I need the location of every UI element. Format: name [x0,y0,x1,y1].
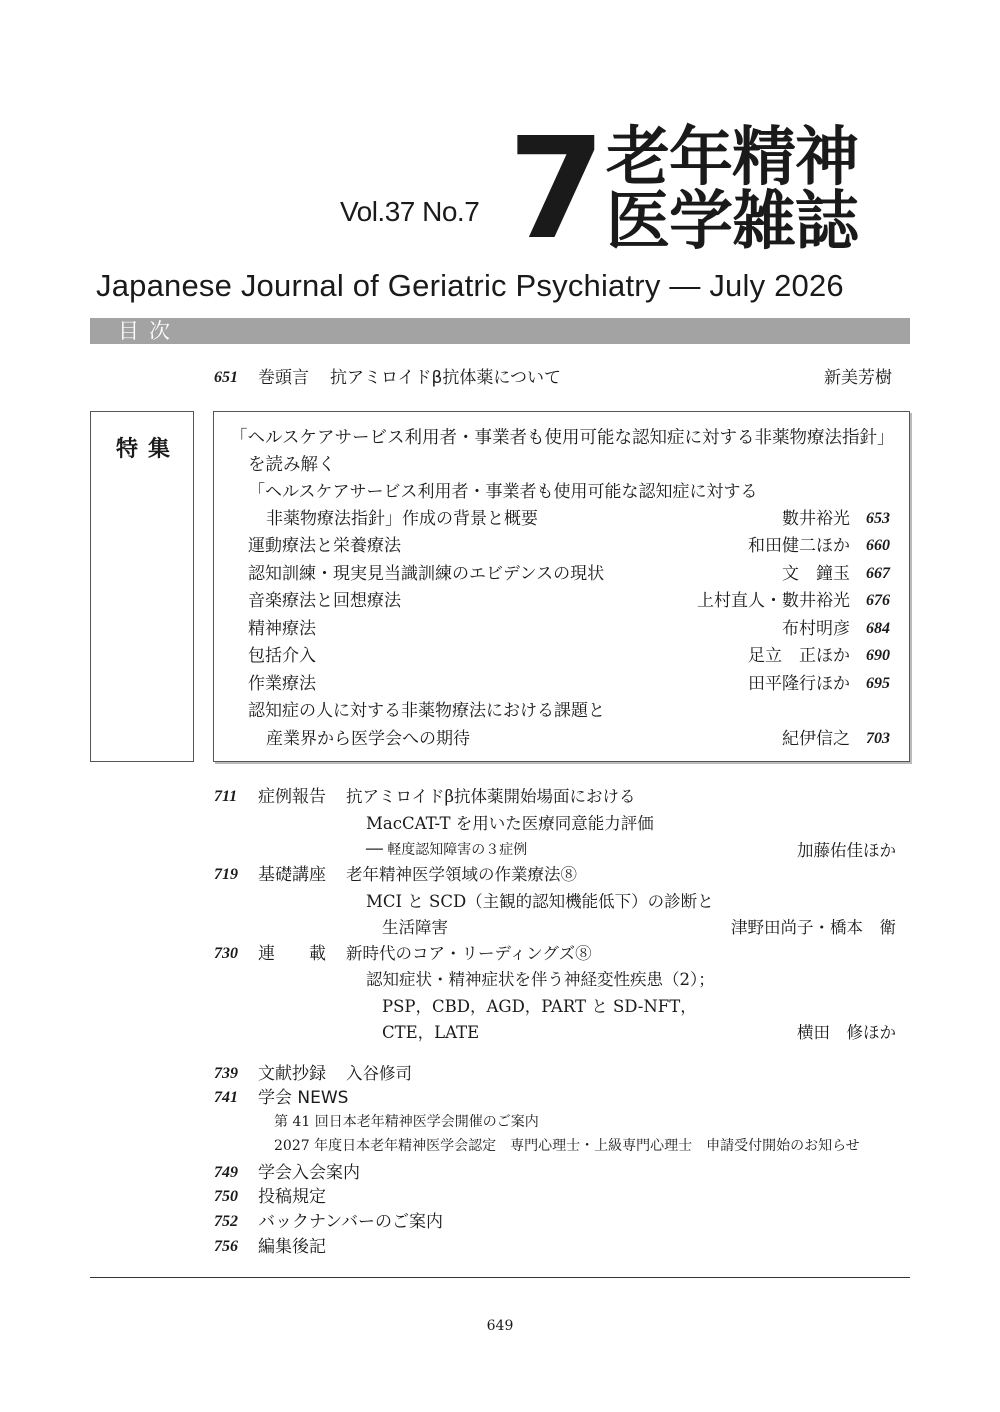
section-category: 症例報告 [258,787,326,807]
section-subtitle: 認知症状・精神症状を伴う神経変性疾患（2）； [366,970,715,989]
section-page: 711 [214,788,238,805]
section-subtitle: MacCAT-T を用いた医療同意能力評価 [366,814,654,833]
feature-article-page: 653 [866,510,890,527]
misc-page: 756 [214,1238,238,1255]
misc-title: 投稿規定 [258,1187,326,1207]
misc-page: 749 [214,1164,238,1181]
section-subtitle: 生活障害 [382,918,448,937]
misc-page: 741 [214,1089,238,1106]
feature-article-title: 非薬物療法指針」作成の背景と概要 [266,509,538,529]
feature-label-box [90,411,194,762]
feature-article-page: 684 [866,620,890,637]
section-category: 基礎講座 [258,865,326,885]
editorial-author: 新美芳樹 [824,368,892,388]
misc-title: 文献抄録 [258,1064,326,1084]
feature-article-author: 足立 正ほか [748,646,850,666]
feature-article-author: 文 鐘玉 [782,564,850,584]
section-category: 連 載 [258,944,326,964]
journal-title-jp-line1: 老年精神 [606,121,858,195]
section-author: 津野田尚子・橋本 衛 [731,918,896,937]
editorial-category: 巻頭言 [258,368,309,388]
section-title: 抗アミロイドβ抗体薬開始場面における [346,787,636,806]
misc-page: 750 [214,1188,238,1205]
toc-label: 目次 [118,319,180,343]
feature-article-title: 認知訓練・現実見当識訓練のエビデンスの現状 [248,564,605,584]
editorial-title: 抗アミロイドβ抗体薬について [330,368,561,388]
feature-article-title: 認知症の人に対する非薬物療法における課題と [248,701,605,721]
news-item: 2027 年度日本老年精神医学会認定 専門心理士・上級専門心理士 申請受付開始のお知らせ [274,1138,860,1154]
volume-number: Vol.37 No.7 [340,196,480,227]
editorial-page: 651 [214,369,238,386]
misc-title: 学会 NEWS [258,1088,349,1108]
footer-rule [90,1277,910,1278]
feature-article-title: 「ヘルスケアサービス利用者・事業者も使用可能な認知症に対する [248,482,758,502]
feature-article-author: 數井裕光 [782,509,850,529]
journal-title-en: Japanese Journal of Geriatric Psychiatry — July 2026 [96,268,844,303]
misc-title: 編集後記 [258,1237,326,1257]
section-title: 老年精神医学領域の作業療法⑧ [346,865,577,884]
news-item: 第 41 回日本老年精神医学会開催のご案内 [274,1114,539,1130]
misc-page: 739 [214,1065,238,1082]
feature-article-page: 660 [866,537,890,554]
misc-page: 752 [214,1213,238,1230]
issue-number: 7 [508,108,606,271]
feature-article-author: 田平隆行ほか [748,674,850,694]
section-subtitle: PSP，CBD，AGD，PART と SD-NFT， [382,997,697,1016]
section-author: 横田 修ほか [797,1023,896,1042]
feature-article-page: 667 [866,565,890,582]
section-title: 新時代のコア・リーディングズ⑧ [346,944,592,963]
feature-article-title: 運動療法と栄養療法 [248,536,401,556]
feature-article-page: 703 [866,730,890,747]
misc-extra: 入谷修司 [346,1064,412,1083]
feature-label: 特集 [116,437,181,462]
misc-title: 学会入会案内 [258,1163,360,1183]
feature-article-author: 和田健二ほか [748,536,850,556]
section-page: 730 [214,945,238,962]
feature-article-page: 695 [866,675,890,692]
misc-title: バックナンバーのご案内 [258,1212,443,1232]
feature-article-title: 音楽療法と回想療法 [248,591,401,611]
feature-article-author: 紀伊信之 [782,729,850,749]
feature-article-title: 産業界から医学会への期待 [266,729,470,749]
section-subtitle: CTE，LATE [382,1023,480,1042]
feature-article-page: 676 [866,592,890,609]
section-subtitle: ── 軽度認知障害の３症例 [366,842,528,858]
feature-title-line2: を読み解く [248,455,336,475]
section-author: 加藤佑佳ほか [797,841,896,860]
feature-article-title: 作業療法 [248,674,316,694]
feature-title-line1: 「ヘルスケアサービス利用者・事業者も使用可能な認知症に対する非薬物療法指針」 [230,428,895,448]
section-subtitle: MCI と SCD（主観的認知機能低下）の診断と [366,892,714,911]
feature-article-author: 布村明彦 [782,619,850,639]
feature-article-page: 690 [866,647,890,664]
page-number: 649 [486,1318,514,1334]
feature-article-title: 精神療法 [248,619,316,639]
toc-header-bar [90,318,910,344]
feature-article-author: 上村直人・數井裕光 [697,591,850,611]
section-page: 719 [214,866,238,883]
feature-article-title: 包括介入 [248,646,316,666]
journal-title-jp-line2: 医学雑誌 [606,185,858,259]
